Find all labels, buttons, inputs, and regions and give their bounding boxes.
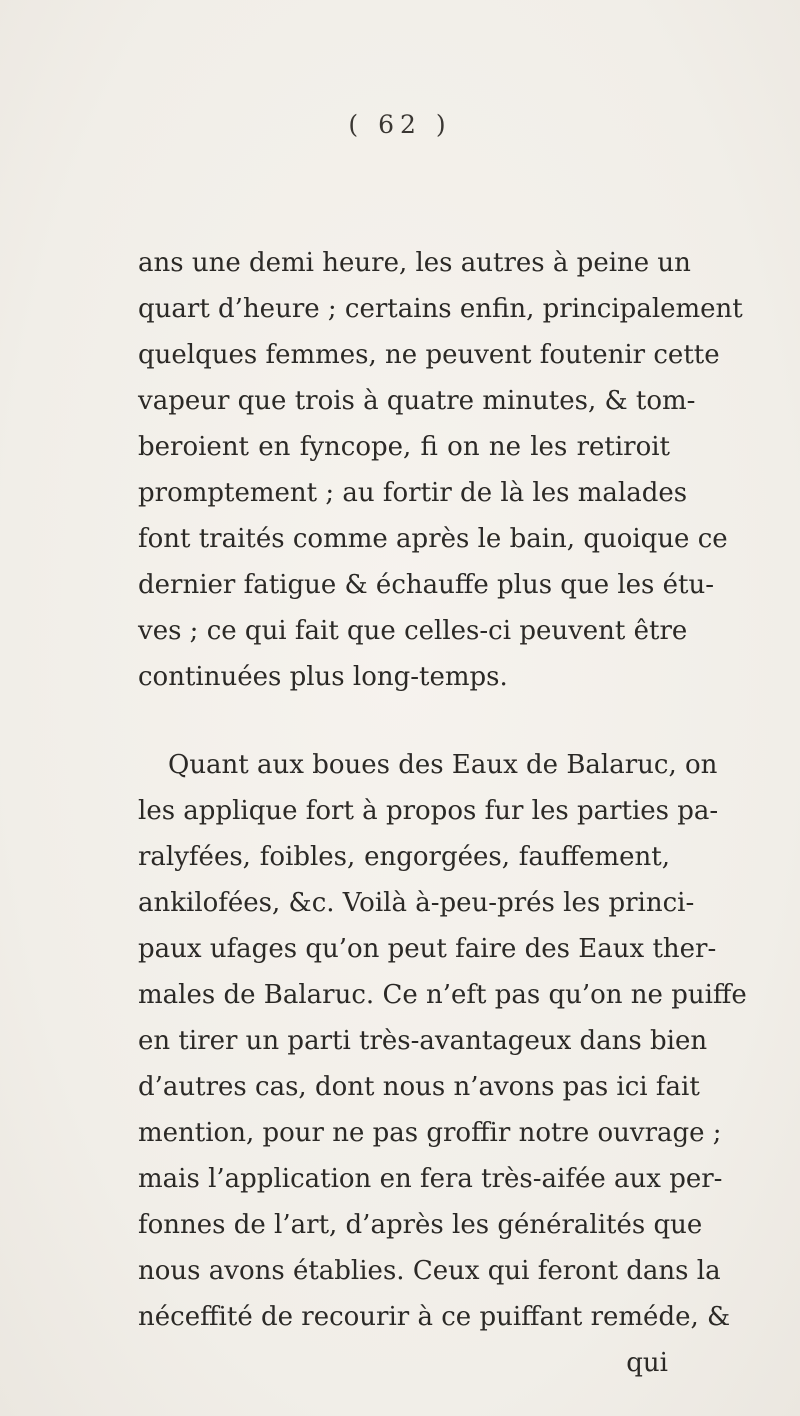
text-line: font traités comme après le bain, quoique ce <box>138 524 728 554</box>
catchword: qui <box>626 1348 668 1378</box>
text-line: néceffité de recourir à ce puiffant reméde, & <box>138 1302 731 1332</box>
text-line: mais l’application en fera très-aifée aux per- <box>138 1164 723 1194</box>
text-line: nous avons établies. Ceux qui feront dans la <box>138 1256 721 1286</box>
text-line: promptement ; au fortir de là les malades <box>138 478 688 508</box>
text-line: quelques femmes, ne peuvent foutenir cette <box>138 340 720 370</box>
text-line: fonnes de l’art, d’après les généralités que <box>138 1210 703 1240</box>
text-line: quart d’heure ; certains enfin, principalement <box>138 294 743 324</box>
text-line: ankilofées, &c. Voilà à-peu-prés les princi- <box>138 888 695 918</box>
text-line: continuées plus long-temps. <box>138 662 508 692</box>
text-line: ralyfées, foibles, engorgées, fauffement, <box>138 842 670 872</box>
text-line: Quant aux boues des Eaux de Balaruc, on <box>168 750 718 780</box>
text-line: les applique fort à propos fur les parties pa- <box>138 796 719 826</box>
text-line: ves ; ce qui fait que celles-ci peuvent être <box>138 616 688 646</box>
text-line: en tirer un parti très-avantageux dans bien <box>138 1026 708 1056</box>
page-number: ( 62 ) <box>348 110 452 139</box>
text-line: d’autres cas, dont nous n’avons pas ici fait <box>138 1072 700 1102</box>
text-line: vapeur que trois à quatre minutes, & tom- <box>138 386 696 416</box>
text-line: beroient en fyncope, fi on ne les retiroit <box>138 432 670 462</box>
text-line: mention, pour ne pas groffir notre ouvrage ; <box>138 1118 722 1148</box>
text-line: dernier fatigue & échauffe plus que les étu- <box>138 570 715 600</box>
text-line: paux ufages qu’on peut faire des Eaux ther- <box>138 934 717 964</box>
text-line: males de Balaruc. Ce n’eft pas qu’on ne puiffe <box>138 980 747 1010</box>
text-line: ans une demi heure, les autres à peine un <box>138 248 691 278</box>
